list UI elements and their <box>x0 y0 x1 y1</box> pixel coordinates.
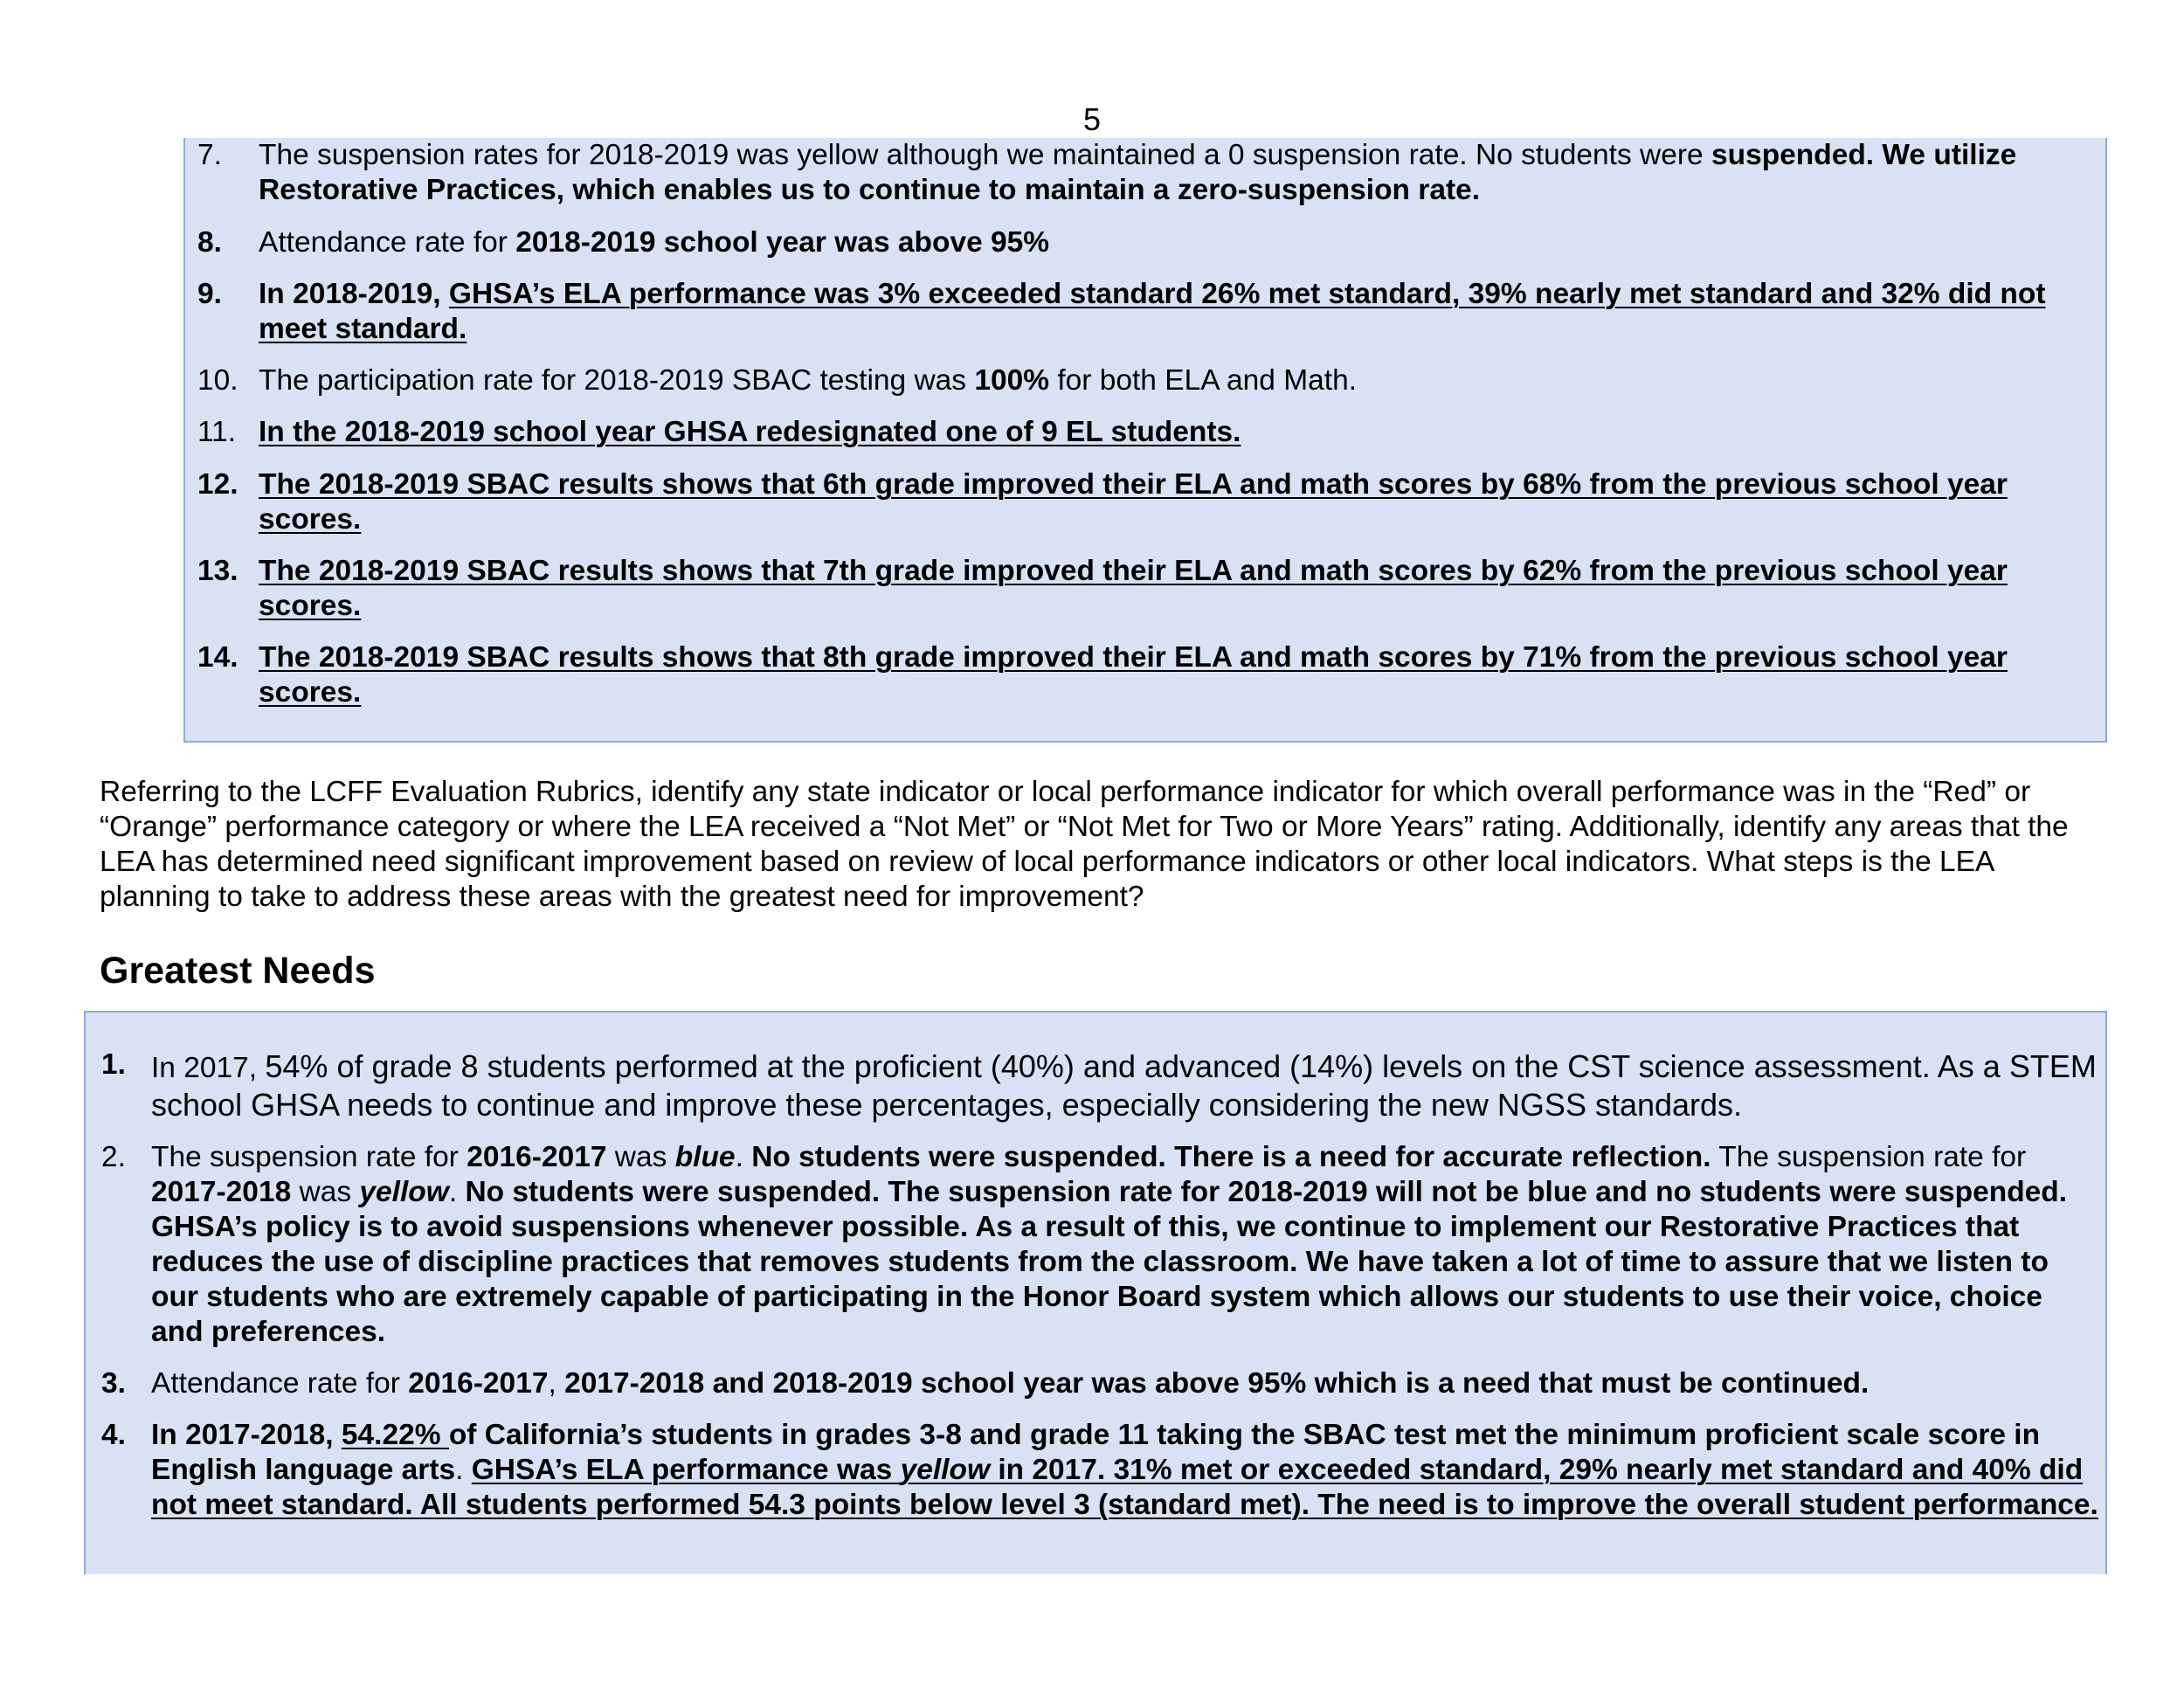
list-item: 9. In 2018-2019, GHSA’s ELA performance was 3% exceeded standard 26% met standard, 39% nearly met standard and 32% did not meet standard. <box>197 278 2046 345</box>
list-item: 3. Attendance rate for 2016-2017, 2017-2018 and 2018-2019 school year was above 95% which is a need that must be continued. <box>101 1367 1870 1400</box>
item-number: 11. <box>197 416 237 448</box>
accomplishments-box <box>183 138 2107 743</box>
list-item: 7. The suspension rates for 2018-2019 was yellow although we maintained a 0 suspension rate. No students were suspended. We utilize Restorative Practices, which enables us to continue to maintain a zero-suspension rate. <box>197 139 2017 206</box>
section-heading: Greatest Needs <box>100 950 376 992</box>
list-item: 10. The participation rate for 2018-2019 SBAC testing was 100% for both ELA and Math. <box>197 364 1358 397</box>
list-item: 13. The 2018-2019 SBAC results shows that 7th grade improved their ELA and math scores by 62% from the previous school year scores. <box>197 555 2008 622</box>
greatest-needs-box <box>84 1011 2107 1574</box>
item-number: 13. <box>197 555 238 587</box>
list-item: 4. In 2017-2018, 54.22% of California’s students in grades 3-8 and grade 11 taking the SBAC test met the minimum proficient scale score in English language arts. GHSA’s ELA performance was yellow in 2017. 31% met or exceeded standard, 29% nearly met standard and 40% did not meet standard. All students performed 54.3 points below level 3 (standard met). The need is to improve the overall student performance. <box>101 1419 2098 1521</box>
list-item: 12. The 2018-2019 SBAC results shows that 6th grade improved their ELA and math scores by 68% from the previous school year scores. <box>197 468 2008 536</box>
list-item: 14. The 2018-2019 SBAC results shows that 8th grade improved their ELA and math scores by 71% from the previous school year scores. <box>197 641 2008 709</box>
item-number: 7. <box>197 139 222 171</box>
item-number: 2. <box>101 1141 126 1173</box>
list-item: 8. Attendance rate for 2018-2019 school year was above 95% <box>197 226 1050 259</box>
list-item: 2. The suspension rate for 2016-2017 was blue. No students were suspended. There is a need for accurate reflection. The suspension rate for 2017-2018 was yellow. No students were suspended. The suspension rate for 2018-2019 will not be blue and no students were suspended. GHSA’s policy is to avoid suspensions whenever possible. As a result of this, we continue to implement our Restorative Practices that reduces the use of discipline practices that removes students from the classroom. We have taken a lot of time to assure that we listen to our students who are extremely capable of participating in the Honor Board system which allows our students to use their voice, choice and preferences. <box>101 1141 2068 1348</box>
item-number: 3. <box>101 1367 126 1400</box>
item-number: 9. <box>197 278 222 310</box>
list-item: 11. In the 2018-2019 school year GHSA redesignated one of 9 EL students. <box>197 416 1241 448</box>
item-number: 1. <box>101 1048 126 1081</box>
item-number: 4. <box>101 1419 126 1451</box>
page-number: 5 <box>1082 101 1102 137</box>
list-item: 1. In 2017, 54% of grade 8 students performed at the proficient (40%) and advanced (14%) levels on the CST science assessment. As a STEM school GHSA needs to continue and improve these percentages, especially considering the new NGSS standards. <box>101 1048 2097 1123</box>
item-number: 8. <box>197 226 222 259</box>
lcff-prompt-paragraph: Referring to the LCFF Evaluation Rubrics, identify any state indicator or local performance indicator for which overall performance was in the “Red” or “Orange” performance category or where the LEA received a “Not Met” or “Not Met for Two or More Years” rating. Additionally, identify any areas that the LEA has determined need significant improvement based on review of local performance indicators or other local indicators. What steps is the LEA planning to take to address these areas with the greatest need for improvement? <box>100 776 2069 913</box>
item-number: 10. <box>197 364 238 397</box>
item-number: 14. <box>197 641 238 674</box>
item-number: 12. <box>197 468 238 501</box>
